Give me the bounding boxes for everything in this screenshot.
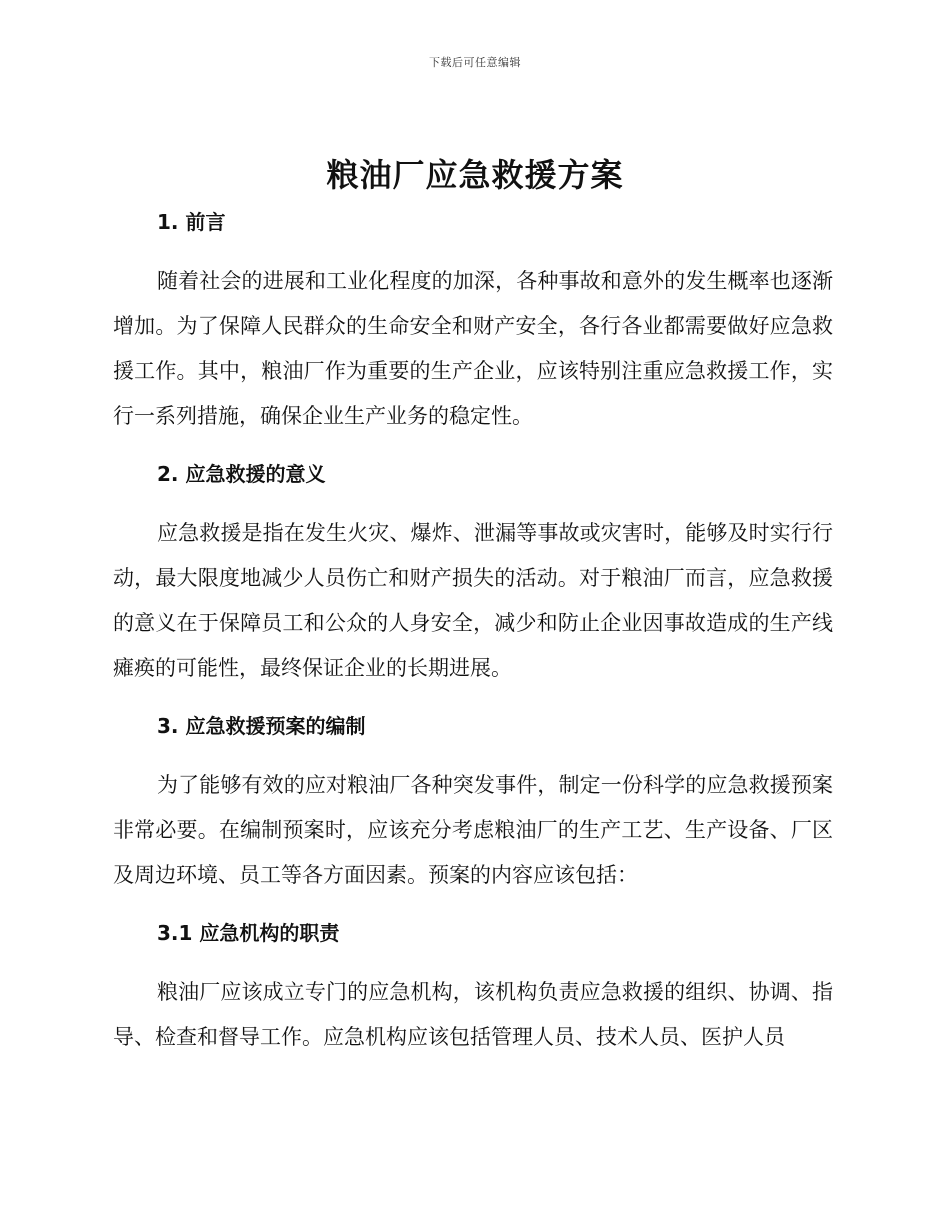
section-heading: 1. 前言	[157, 210, 226, 234]
section-paragraph: 应急救援是指在发生火灾、爆炸、泄漏等事故或灾害时，能够及时实行行动，最大限度地减少人员伤亡和财产损失的活动。对于粮油厂而言，应急救援的意义在于保障员工和公众的人身安全，减少和防止企业因事故造成的生产线瘫痪的可能性，最终保证企业的长期进展。	[113, 521, 833, 680]
section-significance	[113, 455, 833, 691]
section-preface	[113, 203, 833, 439]
section-heading: 3.1 应急机构的职责	[157, 921, 340, 945]
document-body	[113, 203, 833, 1060]
section-plan-preparation	[113, 707, 833, 898]
section-heading: 2. 应急救援的意义	[157, 462, 326, 486]
section-heading: 3. 应急救援预案的编制	[157, 714, 366, 738]
section-agency-duties	[113, 914, 833, 1060]
document-title: 粮油厂应急救援方案	[326, 156, 624, 194]
header-note: 下载后可任意编辑	[429, 56, 521, 69]
section-paragraph: 粮油厂应该成立专门的应急机构，该机构负责应急救援的组织、协调、指导、检查和督导工作。应急机构应该包括管理人员、技术人员、医护人员	[113, 980, 833, 1049]
section-paragraph: 随着社会的进展和工业化程度的加深，各种事故和意外的发生概率也逐渐增加。为了保障人民群众的生命安全和财产安全，各行各业都需要做好应急救援工作。其中，粮油厂作为重要的生产企业，应该特别注重应急救援工作，实行一系列措施，确保企业生产业务的稳定性。	[113, 269, 833, 428]
section-paragraph: 为了能够有效的应对粮油厂各种突发事件，制定一份科学的应急救援预案非常必要。在编制预案时，应该充分考虑粮油厂的生产工艺、生产设备、厂区及周边环境、员工等各方面因素。预案的内容应该包括：	[113, 773, 833, 887]
